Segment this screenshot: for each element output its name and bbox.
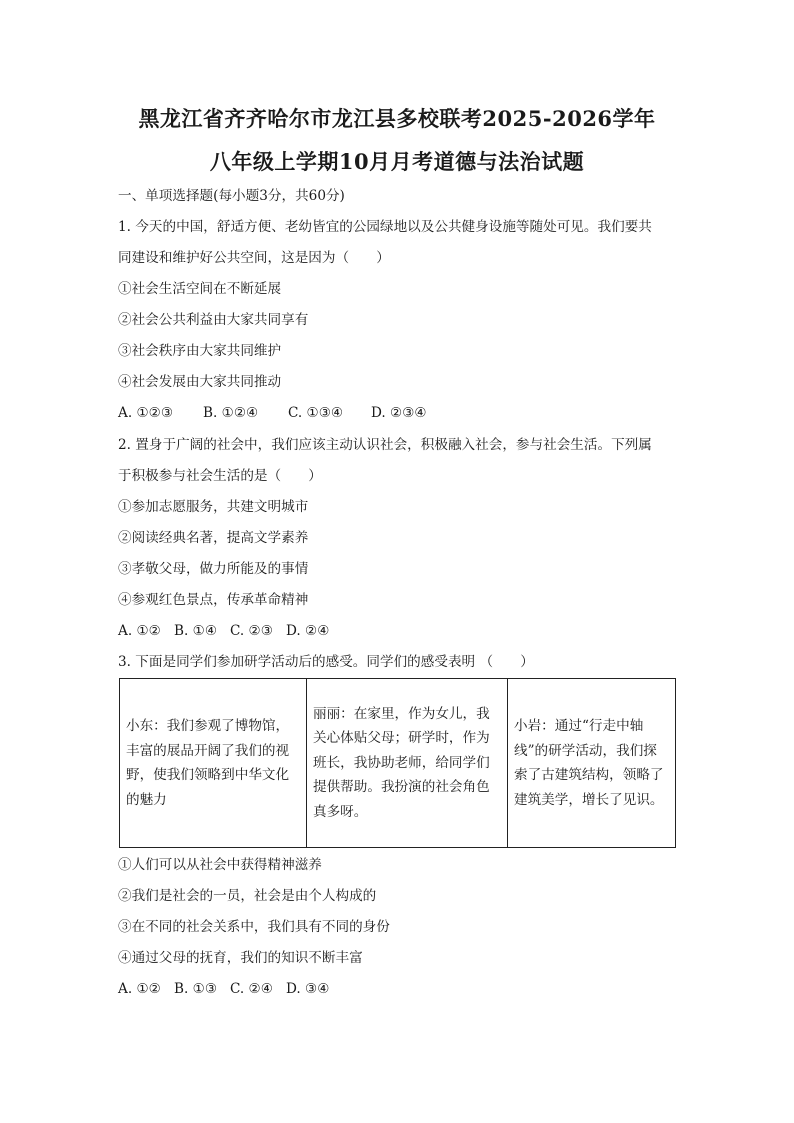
q2-stem-line2: 于积极参与社会生活的是（ ） (118, 468, 322, 484)
q3-options (118, 980, 329, 998)
q1-option-d[interactable]: D. ②③④ (371, 405, 427, 421)
q1-stem-line1: 1. 今天的中国，舒适方便、老幼皆宜的公园绿地以及公共健身设施等随处可见。我们要共 (118, 219, 652, 235)
q1-item-2: ②社会公共利益由大家共同享有 (118, 312, 309, 328)
q2-option-d[interactable]: D. ②④ (286, 623, 330, 639)
exam-title-line1: 黑龙江省齐齐哈尔市龙江县多校联考2025-2026学年 (138, 106, 656, 131)
q1-stem-line2: 同建设和维护好公共空间，这是因为（ ） (118, 250, 390, 266)
q1-item-4: ④社会发展由大家共同推动 (118, 374, 282, 390)
q1-item-3: ③社会秩序由大家共同维护 (118, 343, 282, 359)
q1-item-1: ①社会生活空间在不断延展 (118, 281, 282, 297)
q2-options (118, 622, 329, 640)
q2-item-1: ①参加志愿服务，共建文明城市 (118, 499, 309, 515)
q2-option-b[interactable]: B. ①④ (174, 623, 218, 639)
q3-material-table (119, 678, 676, 848)
q3-item-3: ③在不同的社会关系中，我们具有不同的身份 (118, 919, 390, 935)
q3-item-4: ④通过父母的抚育，我们的知识不断丰富 (118, 950, 363, 966)
q1-option-a[interactable]: A. ①②③ (118, 405, 174, 421)
q3-option-d[interactable]: D. ③④ (286, 981, 330, 997)
q3-table-cell-xiaodong: 小东：我们参观了博物馆，丰富的展品开阔了我们的视野，使我们领略到中华文化的魅力 (120, 679, 307, 848)
q2-item-4: ④参观红色景点，传承革命精神 (118, 592, 309, 608)
q2-option-c[interactable]: C. ②③ (230, 623, 273, 639)
q3-table-cell-lili: 丽丽：在家里，作为女儿，我关心体贴父母；研学时，作为班长，我协助老师，给同学们提供帮助。我扮演的社会角色真多呀。 (307, 679, 508, 848)
q3-item-1: ①人们可以从社会中获得精神滋养 (118, 857, 322, 873)
q2-option-a[interactable]: A. ①② (118, 623, 161, 639)
q3-stem: 3. 下面是同学们参加研学活动后的感受。同学们的感受表明 （ ） (118, 654, 534, 670)
q3-option-c[interactable]: C. ②④ (230, 981, 273, 997)
q3-option-b[interactable]: B. ①③ (174, 981, 218, 997)
q1-option-b[interactable]: B. ①②④ (203, 405, 259, 421)
q3-item-2: ②我们是社会的一员，社会是由个人构成的 (118, 888, 377, 904)
q1-option-c[interactable]: C. ①③④ (288, 405, 344, 421)
q3-table-cell-xiaoyan: 小岩：通过“行走中轴线”的研学活动，我们探索了古建筑结构，领略了建筑美学，增长了见识。 (508, 679, 676, 848)
q2-stem-line1: 2. 置身于广阔的社会中，我们应该主动认识社会，积极融入社会，参与社会生活。下列属 (118, 437, 652, 453)
q2-item-3: ③孝敬父母，做力所能及的事情 (118, 561, 309, 577)
q3-option-a[interactable]: A. ①② (118, 981, 161, 997)
exam-title-line2: 八年级上学期10月月考道德与法治试题 (209, 149, 585, 174)
q1-options (118, 404, 427, 422)
q2-item-2: ②阅读经典名著，提高文学素养 (118, 530, 309, 546)
section-heading: 一、单项选择题(每小题3分，共60分) (118, 188, 345, 204)
